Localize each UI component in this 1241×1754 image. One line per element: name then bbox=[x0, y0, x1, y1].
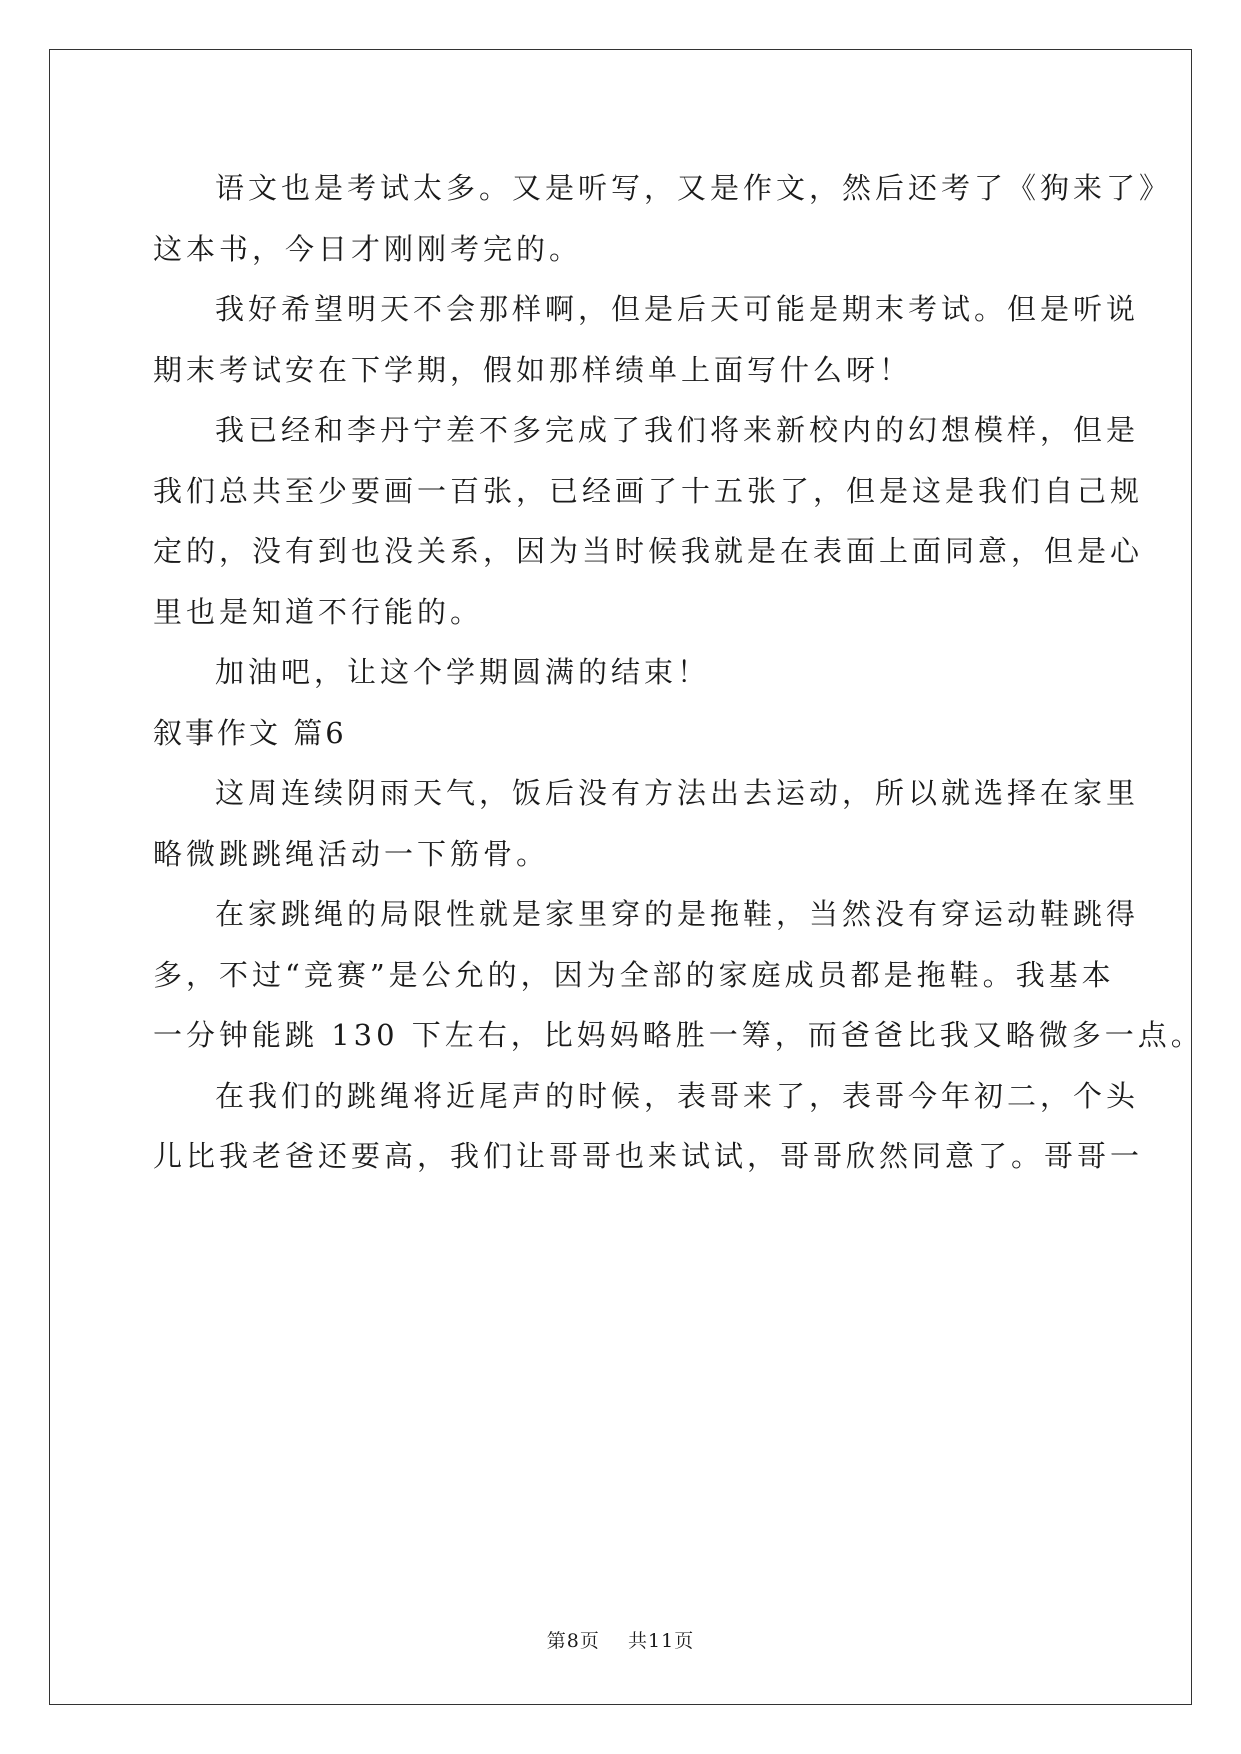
paragraph-line: 儿比我老爸还要高，我们让哥哥也来试试，哥哥欣然同意了。哥哥一 bbox=[153, 1139, 1144, 1173]
section-heading: 叙事作文 篇6 bbox=[153, 715, 347, 750]
document-body bbox=[153, 158, 1204, 1187]
paragraph-line: 加油吧，让这个学期圆满的结束！ bbox=[215, 655, 711, 689]
paragraph-line: 里也是知道不行能的。 bbox=[153, 594, 484, 629]
paragraph-line: 这本书，今日才刚刚考完的。 bbox=[153, 231, 583, 266]
paragraph-line: 一分钟能跳 130 下左右，比妈妈略胜一筹，而爸爸比我又略微多一点。 bbox=[153, 1018, 1204, 1052]
paragraph-line: 语文也是考试太多。又是听写，又是作文，然后还考了《狗来了》 bbox=[215, 171, 1173, 205]
paragraph-line: 多，不过“竞赛”是公允的，因为全部的家庭成员都是拖鞋。我基本 bbox=[153, 957, 1115, 992]
paragraph-line: 定的，没有到也没关系，因为当时候我就是在表面上面同意，但是心 bbox=[153, 534, 1144, 568]
paragraph-line: 我们总共至少要画一百张，已经画了十五张了，但是这是我们自己规 bbox=[153, 473, 1144, 508]
paragraph-line: 略微跳跳绳活动一下筋骨。 bbox=[153, 836, 550, 871]
paragraph-line: 这周连续阴雨天气，饭后没有方法出去运动，所以就选择在家里 bbox=[215, 776, 1140, 810]
paragraph-line: 期末考试安在下学期，假如那样绩单上面写什么呀！ bbox=[153, 352, 913, 387]
paragraph-line: 我好希望明天不会那样啊，但是后天可能是期末考试。但是听说 bbox=[215, 292, 1140, 326]
paragraph-line: 我已经和李丹宁差不多完成了我们将来新校内的幻想模样，但是 bbox=[215, 413, 1140, 447]
paragraph-line: 在家跳绳的局限性就是家里穿的是拖鞋，当然没有穿运动鞋跳得 bbox=[215, 897, 1140, 931]
paragraph-line: 在我们的跳绳将近尾声的时候，表哥来了，表哥今年初二，个头 bbox=[215, 1078, 1140, 1113]
page-footer: 第8页 共11页 bbox=[546, 1630, 695, 1652]
